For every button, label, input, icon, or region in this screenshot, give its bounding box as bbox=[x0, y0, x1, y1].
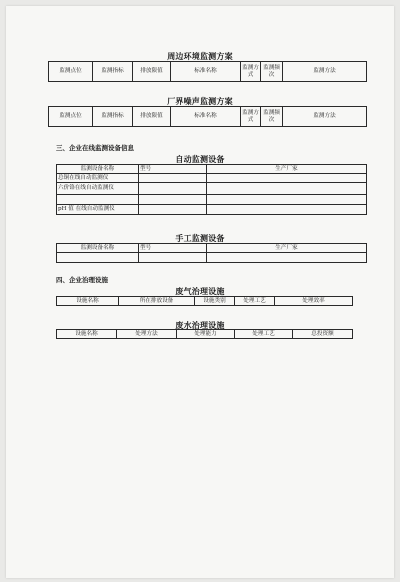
manual-equipment-table bbox=[56, 243, 367, 263]
header-cell: 监测点位 bbox=[49, 62, 93, 82]
manufacturer-cell bbox=[207, 195, 367, 205]
header-cell: 排放限值 bbox=[133, 62, 171, 82]
model-cell bbox=[139, 205, 207, 215]
water-treatment-table bbox=[56, 329, 353, 339]
table-row bbox=[57, 253, 367, 263]
header-cell: 设施类别 bbox=[195, 297, 235, 306]
table-row bbox=[57, 183, 367, 195]
equipment-name-cell: pH 值 在线自动监测仪 bbox=[57, 205, 139, 215]
model-cell bbox=[139, 195, 207, 205]
section-four-heading: 四、企业治理设施 bbox=[56, 276, 108, 284]
model-cell bbox=[139, 174, 207, 183]
header-cell: 监测方法 bbox=[283, 107, 367, 127]
table-row bbox=[57, 297, 353, 306]
header-cell: 处理方法 bbox=[117, 330, 177, 339]
gas-treatment-table bbox=[56, 296, 353, 306]
manual-equipment-title: 手工监测设备 bbox=[175, 233, 225, 243]
model-cell bbox=[139, 253, 207, 263]
table-row bbox=[57, 205, 367, 215]
header-cell: 标准名称 bbox=[171, 107, 241, 127]
table-row bbox=[49, 62, 367, 82]
header-cell: 设施名称 bbox=[57, 330, 117, 339]
header-cell: 监测设备名称 bbox=[57, 165, 139, 174]
table-row bbox=[57, 174, 367, 183]
header-cell: 处理工艺 bbox=[235, 330, 293, 339]
header-cell: 型号 bbox=[139, 244, 207, 253]
manufacturer-cell bbox=[207, 174, 367, 183]
header-cell: 监测方式 bbox=[241, 62, 261, 82]
header-cell: 型号 bbox=[139, 165, 207, 174]
equipment-name-cell: 六价铬在线自动监测仪 bbox=[57, 183, 139, 195]
manufacturer-cell bbox=[207, 253, 367, 263]
table-row bbox=[57, 244, 367, 253]
header-cell: 总投资额 bbox=[293, 330, 353, 339]
manufacturer-cell bbox=[207, 205, 367, 215]
header-cell: 监测设备名称 bbox=[57, 244, 139, 253]
header-cell: 处理工艺 bbox=[235, 297, 275, 306]
document-page bbox=[6, 6, 394, 578]
section-three-heading: 三、企业在线监测设备信息 bbox=[56, 144, 134, 152]
header-cell: 监测指标 bbox=[93, 107, 133, 127]
header-cell: 处理能力 bbox=[177, 330, 235, 339]
table-row bbox=[49, 107, 367, 127]
header-cell: 排放限值 bbox=[133, 107, 171, 127]
water-treatment-title: 废水治理设施 bbox=[175, 320, 225, 330]
table-row bbox=[57, 195, 367, 205]
header-cell: 设施名称 bbox=[57, 297, 119, 306]
auto-equipment-table bbox=[56, 164, 367, 215]
header-cell: 监测方式 bbox=[241, 107, 261, 127]
manufacturer-cell bbox=[207, 183, 367, 195]
auto-equipment-title: 自动监测设备 bbox=[175, 154, 225, 164]
equipment-name-cell: 总铜在线自动监测仪 bbox=[57, 174, 139, 183]
model-cell bbox=[139, 183, 207, 195]
header-cell: 标准名称 bbox=[171, 62, 241, 82]
equipment-name-cell bbox=[57, 195, 139, 205]
header-cell: 生产厂家 bbox=[207, 165, 367, 174]
gas-treatment-title: 废气治理设施 bbox=[175, 286, 225, 296]
noise-title: 厂界噪声监测方案 bbox=[167, 96, 233, 106]
header-cell: 监测方法 bbox=[283, 62, 367, 82]
equipment-name-cell bbox=[57, 253, 139, 263]
header-cell: 生产厂家 bbox=[207, 244, 367, 253]
noise-table bbox=[48, 106, 367, 127]
table-row bbox=[57, 165, 367, 174]
surroundings-table bbox=[48, 61, 367, 82]
header-cell: 处理效率 bbox=[275, 297, 353, 306]
header-cell: 监测频次 bbox=[261, 107, 283, 127]
header-cell: 监测点位 bbox=[49, 107, 93, 127]
surroundings-title: 周边环境监测方案 bbox=[167, 51, 233, 61]
header-cell: 监测指标 bbox=[93, 62, 133, 82]
header-cell: 监测频次 bbox=[261, 62, 283, 82]
table-row bbox=[57, 330, 353, 339]
header-cell: 所在排放设备 bbox=[119, 297, 195, 306]
